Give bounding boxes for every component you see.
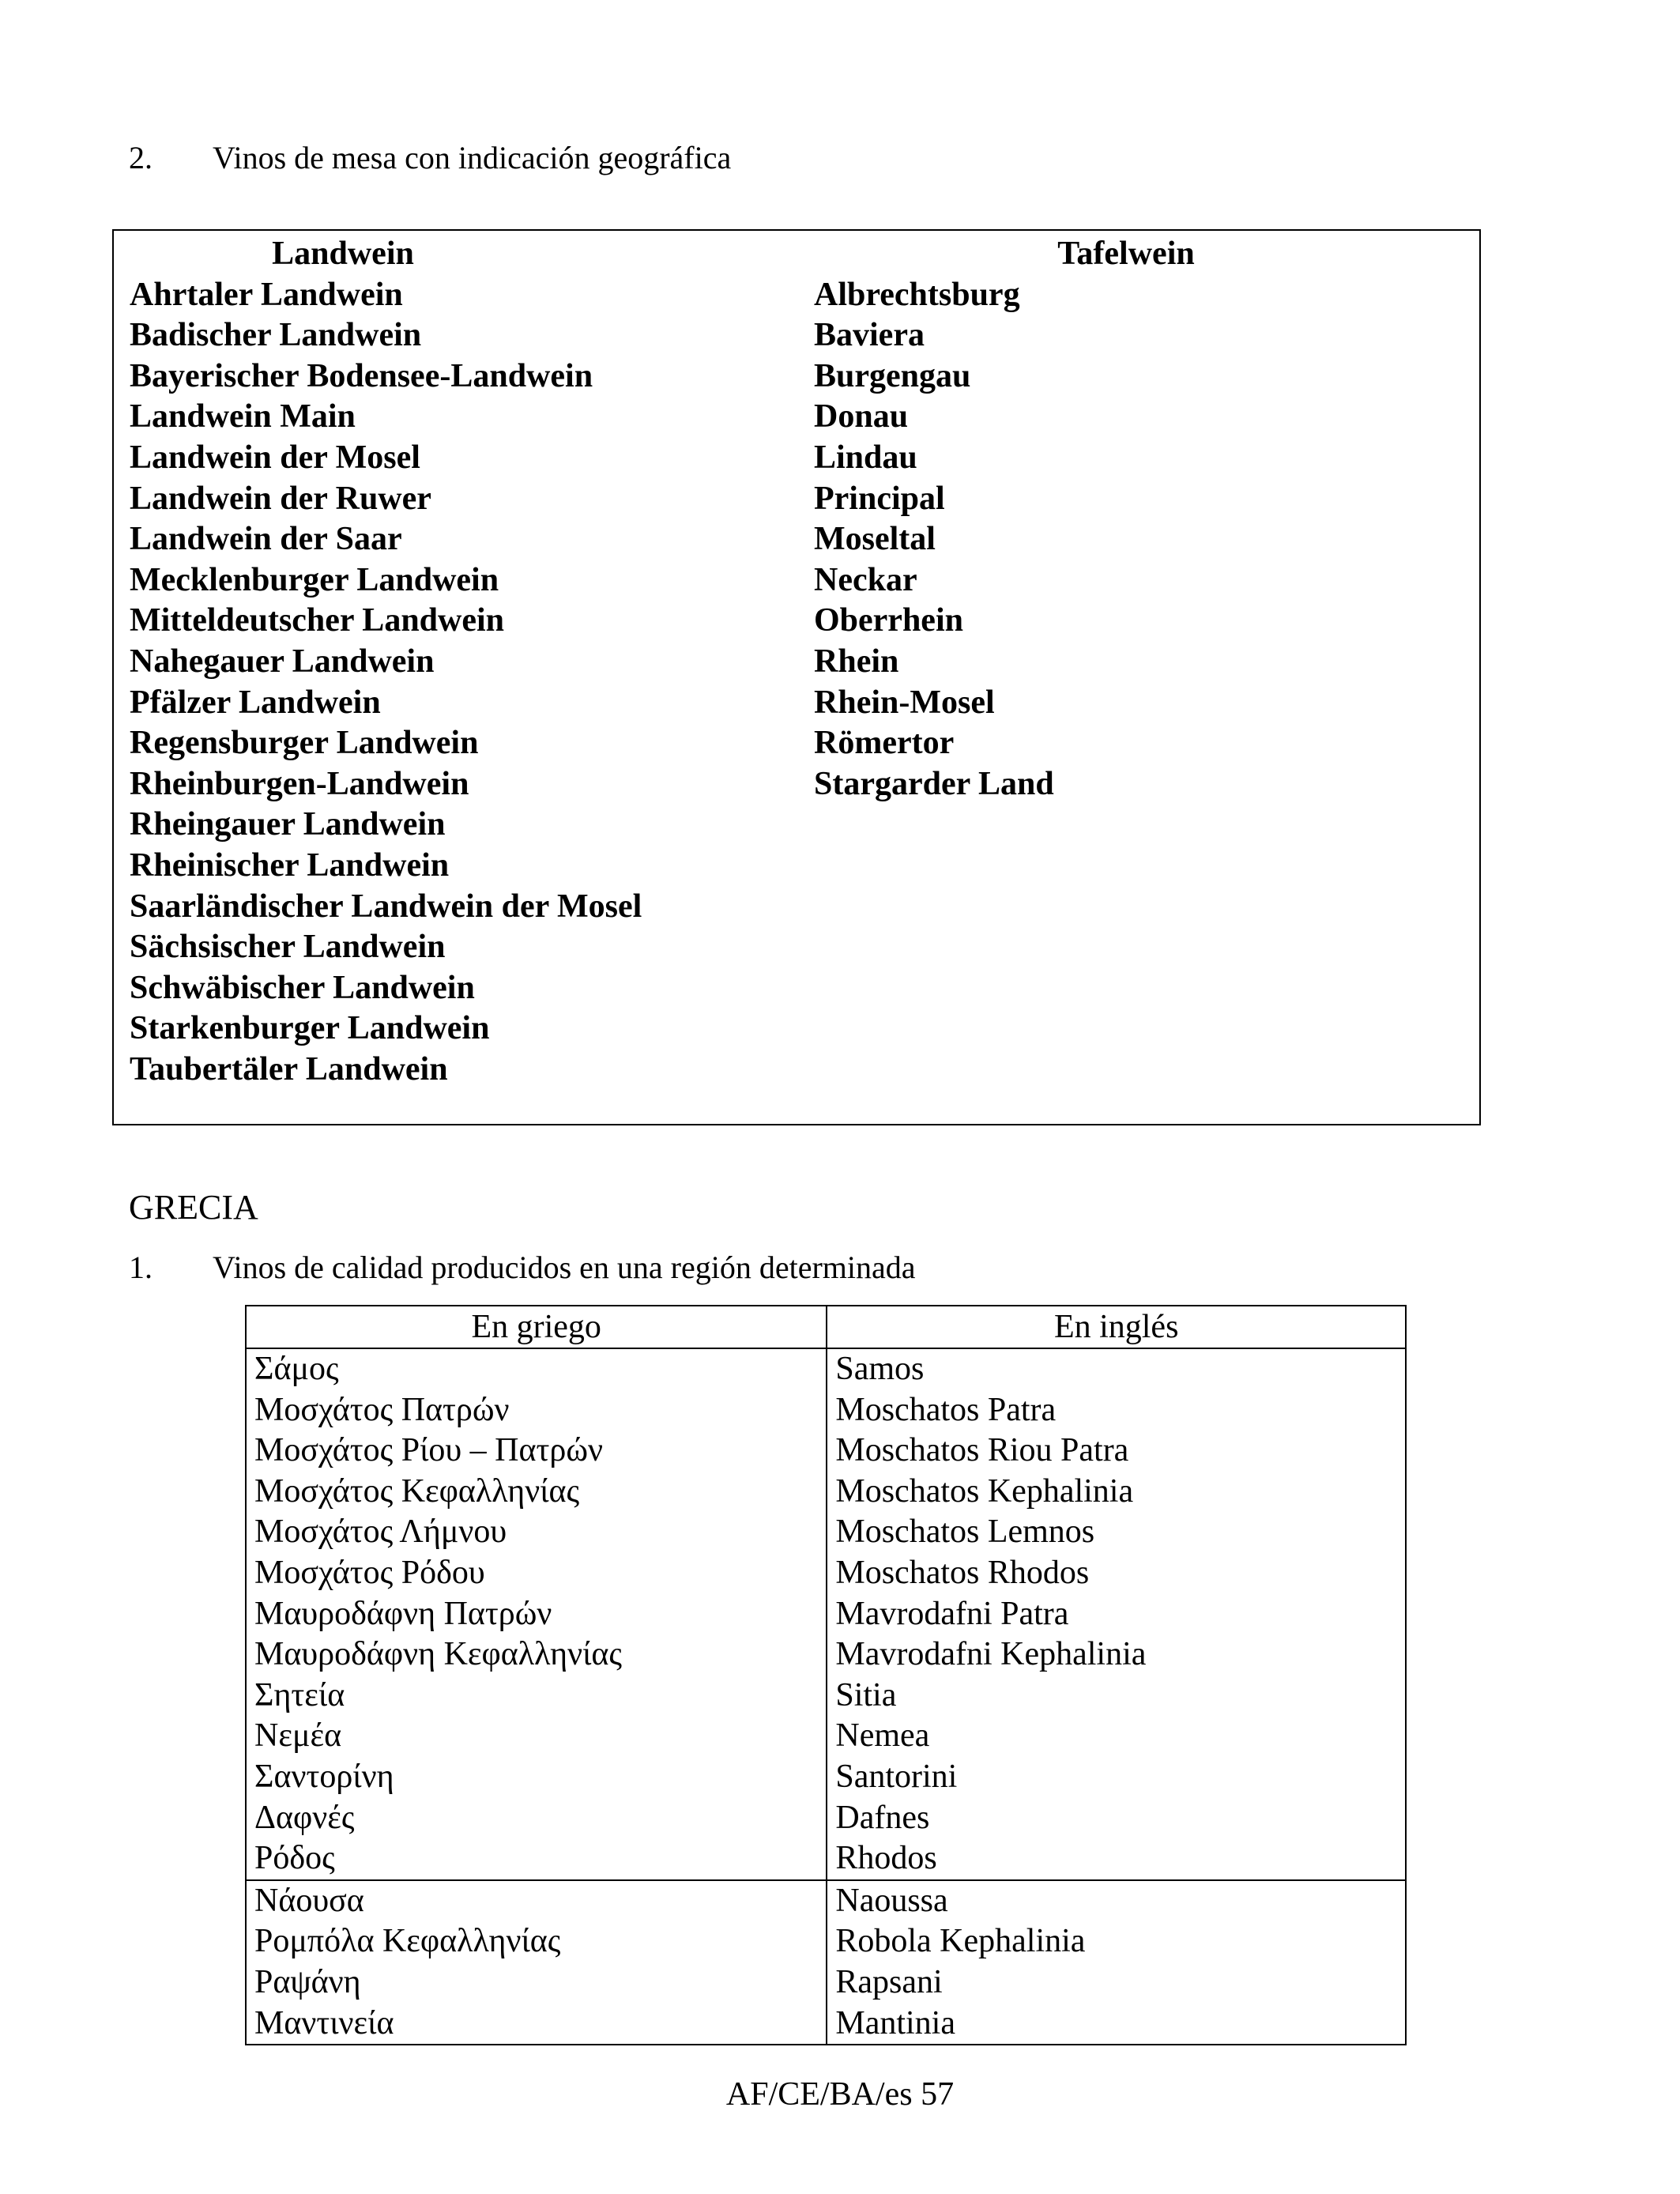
list-item: Starkenburger Landwein xyxy=(130,1010,490,1047)
list-item: Oberrhein xyxy=(814,602,963,639)
list-item: Stargarder Land xyxy=(814,765,1054,802)
greek-wines-table xyxy=(245,1305,1407,2045)
list-item: Rheingauer Landwein xyxy=(130,806,446,843)
list-item: Badischer Landwein xyxy=(130,317,422,354)
table-row xyxy=(246,1348,1406,1880)
list-item: Μαυροδάφνη Πατρών xyxy=(254,1595,552,1632)
list-item: Μοσχάτος Ρίου – Πατρών xyxy=(254,1432,603,1469)
list-item: Naoussa xyxy=(835,1882,948,1919)
list-item: Moschatos Patra xyxy=(835,1391,1057,1428)
list-item: Mavrodafni Kephalinia xyxy=(835,1636,1147,1673)
list-item: Landwein Main xyxy=(130,398,356,435)
list-item: Ραψάνη xyxy=(254,1963,361,2000)
list-item: Regensburger Landwein xyxy=(130,725,479,762)
list-item: Μοσχάτος Πατρών xyxy=(254,1391,510,1428)
list-item: Μοσχάτος Λήμνου xyxy=(254,1514,507,1551)
list-item: Δαφνές xyxy=(254,1799,355,1836)
list-item: Santorini xyxy=(835,1758,958,1795)
list-item: Neckar xyxy=(814,561,917,598)
list-item: Schwäbischer Landwein xyxy=(130,969,475,1006)
list-item: Mecklenburger Landwein xyxy=(130,561,499,598)
section-number: 2. xyxy=(129,140,153,175)
list-item: Taubertäler Landwein xyxy=(130,1050,448,1088)
list-item: Baviera xyxy=(814,317,925,354)
list-item: Burgengau xyxy=(814,357,971,394)
list-item: Ρόδος xyxy=(254,1840,335,1877)
list-item: Μαυροδάφνη Κεφαλληνίας xyxy=(254,1636,623,1673)
list-item: Moseltal xyxy=(814,521,936,558)
list-item: Mantinia xyxy=(835,2004,955,2041)
list-item: Bayerischer Bodensee-Landwein xyxy=(130,357,593,394)
list-item: Rhein-Mosel xyxy=(814,684,995,721)
list-item: Moschatos Lemnos xyxy=(835,1514,1095,1551)
list-item: Mavrodafni Patra xyxy=(835,1595,1069,1632)
list-item: Albrechtsburg xyxy=(814,276,1020,313)
list-item: Landwein der Mosel xyxy=(130,439,420,476)
list-item: Lindau xyxy=(814,439,917,476)
table-row xyxy=(246,1880,1406,2045)
list-item: Landwein der Saar xyxy=(130,521,402,558)
english-names-cell xyxy=(827,1880,1406,2045)
tafelwein-header: Tafelwein xyxy=(1057,236,1195,272)
list-item: Moschatos Rhodos xyxy=(835,1554,1090,1591)
list-item: Landwein der Ruwer xyxy=(130,480,431,517)
landwein-column xyxy=(130,234,785,1090)
list-item: Nahegauer Landwein xyxy=(130,643,435,680)
list-item: Rheinischer Landwein xyxy=(130,846,450,884)
list-item: Saarländischer Landwein der Mosel xyxy=(130,888,642,925)
section-heading xyxy=(129,139,731,177)
list-item: Pfälzer Landwein xyxy=(130,684,381,721)
english-names-cell xyxy=(827,1348,1406,1880)
column-header-english: En inglés xyxy=(827,1306,1406,1348)
list-item: Sitia xyxy=(835,1676,897,1713)
section-number: 1. xyxy=(129,1250,153,1285)
list-item: Νάουσα xyxy=(254,1882,364,1919)
list-item: Ρομπόλα Κεφαλληνίας xyxy=(254,1923,561,1960)
column-header-greek: En griego xyxy=(246,1306,827,1348)
greek-names-cell xyxy=(246,1348,827,1880)
list-item: Σάμος xyxy=(254,1351,339,1387)
country-heading: GRECIA xyxy=(129,1188,258,1227)
list-item: Σητεία xyxy=(254,1676,345,1713)
list-item: Samos xyxy=(835,1351,925,1387)
list-item: Donau xyxy=(814,398,909,435)
section-title: Vinos de mesa con indicación geográfica xyxy=(213,140,732,175)
list-item: Rapsani xyxy=(835,1963,943,2000)
tafelwein-column xyxy=(814,234,1470,805)
list-item: Νεμέα xyxy=(254,1717,342,1755)
list-item: Μοσχάτος Κεφαλληνίας xyxy=(254,1472,580,1510)
page-footer: AF/CE/BA/es 57 xyxy=(725,2076,955,2113)
list-item: Ahrtaler Landwein xyxy=(130,276,403,313)
landwein-header: Landwein xyxy=(272,236,414,272)
table-header-row xyxy=(246,1306,1406,1348)
list-item: Rheinburgen-Landwein xyxy=(130,765,469,802)
list-item: Μοσχάτος Ρόδου xyxy=(254,1554,485,1591)
list-item: Σαντορίνη xyxy=(254,1758,394,1795)
list-item: Moschatos Riou Patra xyxy=(835,1432,1129,1469)
list-item: Nemea xyxy=(835,1717,930,1755)
list-item: Robola Kephalinia xyxy=(835,1923,1086,1960)
list-item: Römertor xyxy=(814,725,955,762)
table-wine-box xyxy=(112,229,1481,1125)
section-title: Vinos de calidad producidos en una región determinada xyxy=(213,1250,916,1285)
list-item: Dafnes xyxy=(835,1799,930,1836)
list-item: Sächsischer Landwein xyxy=(130,929,446,966)
section-heading xyxy=(129,1249,916,1287)
list-item: Rhein xyxy=(814,643,899,680)
list-item: Moschatos Kephalinia xyxy=(835,1472,1134,1510)
greek-names-cell xyxy=(246,1880,827,2045)
list-item: Principal xyxy=(814,480,945,517)
list-item: Mitteldeutscher Landwein xyxy=(130,602,505,639)
list-item: Rhodos xyxy=(835,1840,937,1877)
list-item: Μαντινεία xyxy=(254,2004,394,2041)
